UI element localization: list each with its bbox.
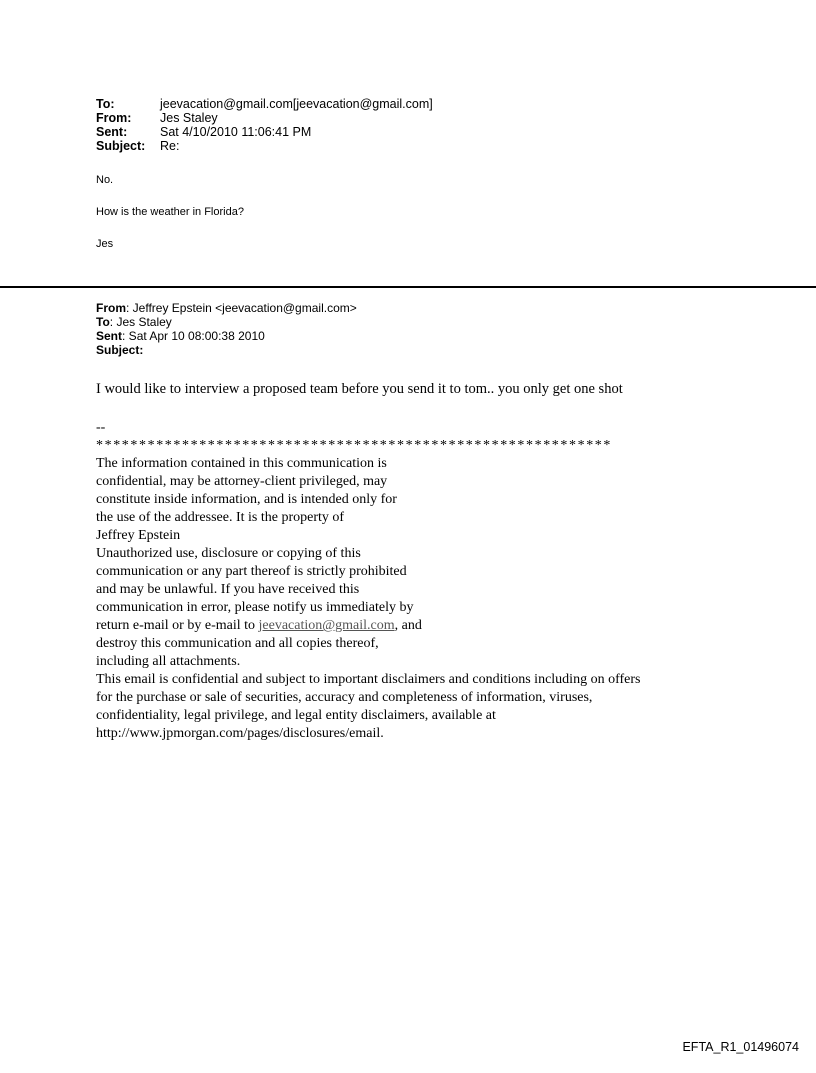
- reply-sent-row: [96, 125, 433, 139]
- reply-body: [96, 174, 244, 270]
- reply-line: How is the weather in Florida?: [96, 206, 244, 218]
- original-sent-row: [96, 329, 357, 343]
- original-subject-row: [96, 343, 357, 357]
- disclaimer-line: the use of the addressee. It is the property of: [96, 510, 345, 525]
- reply-subject-label: Subject:: [96, 139, 146, 153]
- reply-to-label: To:: [96, 97, 115, 111]
- original-from-value: : Jeffrey Epstein <jeevacation@gmail.com>: [126, 301, 357, 315]
- disclaimer-line: The information contained in this communication is: [96, 456, 387, 471]
- reply-sent-value: Sat 4/10/2010 11:06:41 PM: [160, 125, 312, 139]
- disclaimer-line: for the purchase or sale of securities, accuracy and completeness of information, viruses,: [96, 690, 593, 705]
- reply-to-value: jeevacation@gmail.com[jeevacation@gmail.com]: [160, 97, 433, 111]
- disclaimer-line: Jeffrey Epstein: [96, 528, 181, 543]
- original-header: [96, 301, 357, 357]
- original-to-value: : Jes Staley: [109, 315, 172, 329]
- reply-subject-value: Re:: [160, 139, 180, 153]
- reply-subject-row: [96, 139, 433, 153]
- disclaimer-line: confidentiality, legal privilege, and legal entity disclaimers, available at: [96, 708, 496, 723]
- signature-dashes: --: [96, 420, 106, 435]
- disclaimer-line: destroy this communication and all copies thereof,: [96, 636, 379, 651]
- disclaimer-url-line: http://www.jpmorgan.com/pages/disclosures/email.: [96, 726, 384, 741]
- disclaimer-line: and may be unlawful. If you have received this: [96, 582, 360, 597]
- reply-from-value: Jes Staley: [160, 111, 218, 125]
- original-message-text: I would like to interview a proposed team before you send it to tom.. you only get one shot: [96, 381, 623, 397]
- signature-block: [96, 419, 640, 743]
- email-link[interactable]: jeevacation@gmail.com: [258, 618, 395, 633]
- disclaimer-line: confidential, may be attorney-client privileged, may: [96, 474, 388, 489]
- original-subject-label: Subject: [96, 343, 140, 357]
- original-to-label: To: [96, 315, 110, 329]
- disclaimer-line: Unauthorized use, disclosure or copying of this: [96, 546, 361, 561]
- original-from-row: [96, 301, 357, 315]
- disclaimer-line: constitute inside information, and is intended only for: [96, 492, 397, 507]
- original-to-row: [96, 315, 357, 329]
- reply-signoff: Jes: [96, 238, 114, 250]
- original-subject-value: :: [139, 343, 144, 357]
- return-suffix: , and: [394, 618, 422, 633]
- document-id: EFTA_R1_01496074: [682, 1040, 799, 1054]
- reply-line: No.: [96, 174, 114, 186]
- disclaimer-return-line: [96, 617, 640, 635]
- message-divider: [0, 286, 816, 288]
- return-prefix: return e-mail or by e-mail to: [96, 618, 259, 633]
- reply-header: [96, 97, 433, 153]
- disclaimer-line: communication or any part thereof is strictly prohibited: [96, 564, 407, 579]
- original-sent-value: : Sat Apr 10 08:00:38 2010: [122, 329, 265, 343]
- disclaimer-line: including all attachments.: [96, 654, 241, 669]
- signature-stars: ************************************************************: [96, 438, 612, 453]
- reply-from-label: From:: [96, 111, 132, 125]
- disclaimer-line: This email is confidential and subject to important disclaimers and conditions including on offers: [96, 672, 641, 687]
- original-from-label: From: [96, 301, 126, 315]
- reply-from-row: [96, 111, 433, 125]
- reply-sent-label: Sent:: [96, 125, 128, 139]
- original-sent-label: Sent: [96, 329, 123, 343]
- reply-to-row: [96, 97, 433, 111]
- disclaimer-line: communication in error, please notify us immediately by: [96, 600, 414, 615]
